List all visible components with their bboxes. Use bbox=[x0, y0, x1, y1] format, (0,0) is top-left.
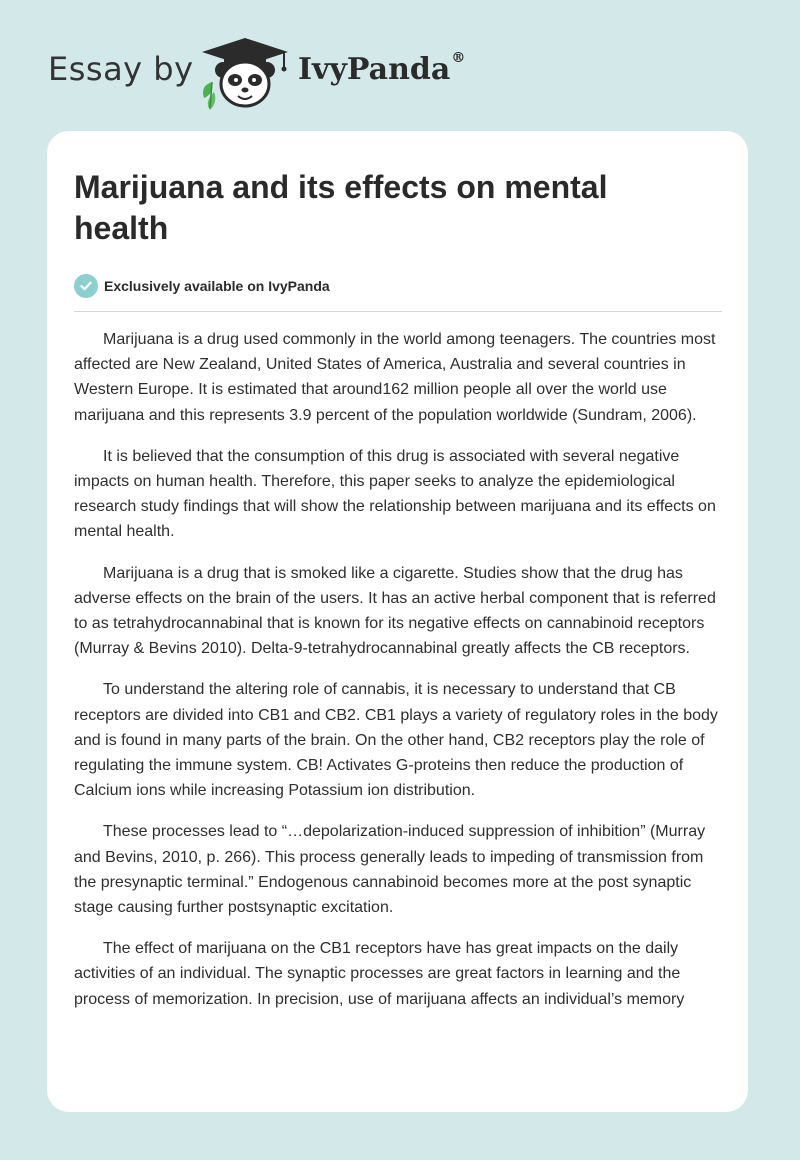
exclusive-badge bbox=[74, 273, 722, 299]
essay-card bbox=[47, 131, 748, 1112]
paragraph: These processes lead to “…depolarization-induced suppression of inhibition” (Murray and Bevins, 2010, p. 266). This process generally leads to impeding of transmission from the presynaptic terminal.” Endogenous cannabinoid becomes more at the post synaptic stage causing further postsynaptic excitation. bbox=[74, 823, 706, 917]
page-title: Marijuana and its effects on mental health bbox=[74, 169, 608, 246]
badge-text: Exclusively available on IvyPanda bbox=[104, 278, 330, 294]
divider bbox=[74, 311, 722, 312]
registered-mark: ® bbox=[451, 50, 466, 66]
paragraph: Marijuana is a drug that is smoked like a cigarette. Studies show that the drug has adverse effects on the brain of the users. It has an active herbal component that is referred to as tetrahydrocannabinal that is known for its negative effects on cannabinoid receptors (Murray & Bevins 2010). Delta-9-tetrahydrocannabinal greatly affects the CB receptors. bbox=[74, 564, 716, 658]
check-circle-icon bbox=[74, 274, 98, 298]
panda-graduate-icon bbox=[198, 36, 292, 110]
essay-by-label: Essay by bbox=[48, 50, 194, 88]
brand-name bbox=[298, 52, 465, 87]
paragraph: Marijuana is a drug used commonly in the world among teenagers. The countries most affected are New Zealand, United States of America, Australia and several countries in Western Europe. It is estimated that around162 million people all over the world use marijuana and this represents 3.9 percent of the population worldwide (Sundram, 2006). bbox=[74, 331, 716, 424]
paragraph: It is believed that the consumption of this drug is associated with several negative impacts on human health. Therefore, this paper seeks to analyze the epidemiological research study findings that will show the relationship between marijuana and its effects on mental health. bbox=[74, 447, 716, 541]
paragraph: The effect of marijuana on the CB1 receptors have has great impacts on the daily activities of an individual. The synaptic processes are great factors in learning and the process of memorization. In precision, use of marijuana affects an individual’s memory bbox=[74, 940, 685, 1008]
brand-name-text: IvyPanda bbox=[298, 52, 451, 87]
paragraph: To understand the altering role of cannabis, it is necessary to understand that CB receptors are divided into CB1 and CB2. CB1 plays a variety of regulatory roles in the body and is found in many parts of the brain. On the other hand, CB2 receptors play the role of regulating the immune system. CB! Activates G-proteins then reduce the production of Calcium ions while increasing Potassium ion distribution. bbox=[74, 681, 718, 800]
essay-body bbox=[74, 327, 726, 1012]
site-header bbox=[0, 0, 800, 130]
